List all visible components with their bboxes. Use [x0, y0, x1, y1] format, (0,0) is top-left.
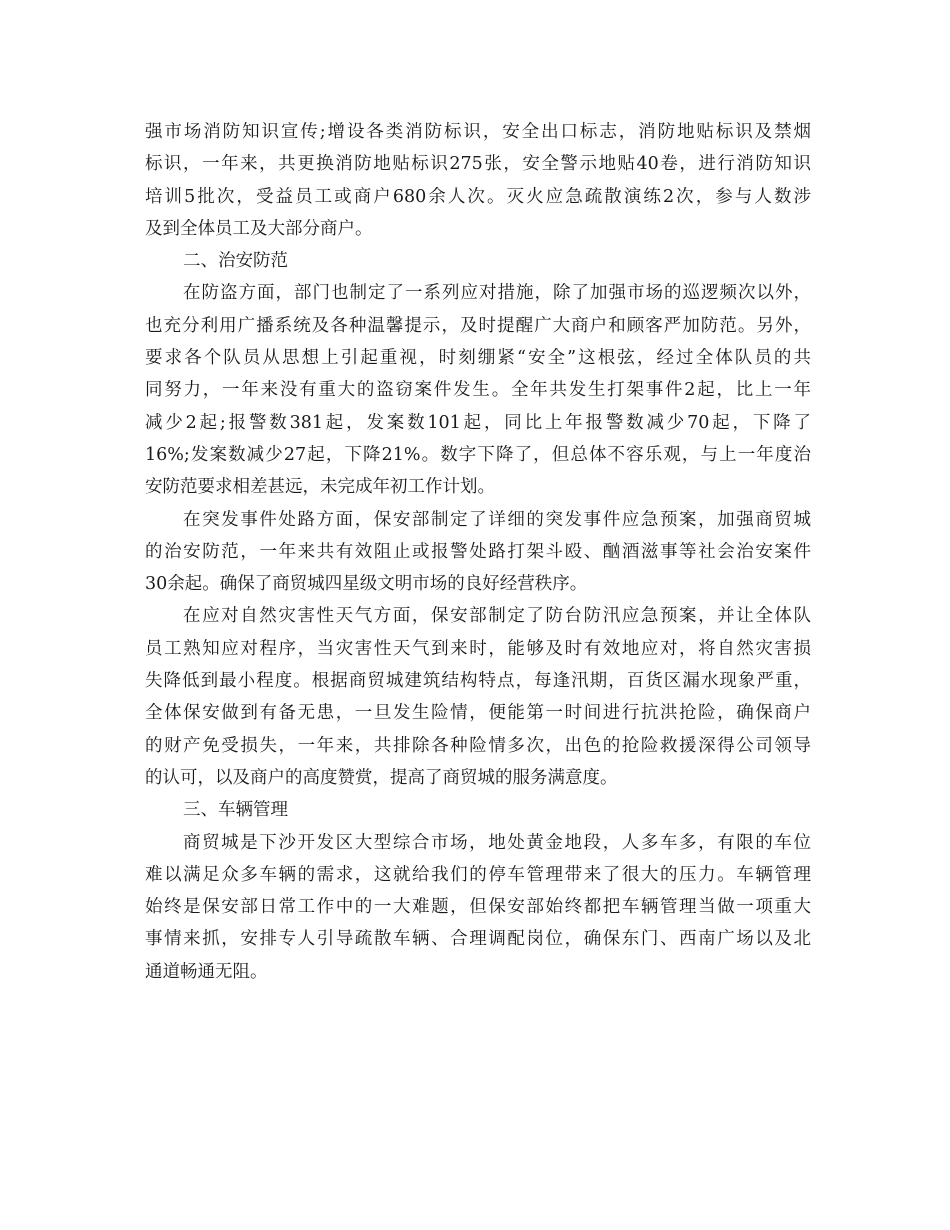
text-line: 全体保安做到有备无患，一旦发生险情，便能第一时间进行抗洪抢险，确保商户	[145, 703, 811, 724]
text-line: 通道畅通无阻。	[145, 961, 268, 982]
text-line: 员工熟知应对程序，当灾害性天气到来时，能够及时有效地应对，将自然灾害损	[145, 638, 811, 659]
text-line: 16%;发案数减少27起，下降21%。数字下降了，但总体不容乐观，与上一年度治	[145, 444, 811, 465]
text-line: 培训5批次，受益员工或商户680余人次。灭火应急疏散演练2次，参与人数涉	[145, 186, 811, 207]
text-line: 减少2起;报警数381起，发案数101起，同比上年报警数减少70起，下降了	[145, 412, 811, 433]
text-line: 安防范要求相差甚远，未完成年初工作计划。	[145, 477, 495, 498]
text-line: 失降低到最小程度。根据商贸城建筑结构特点，每逢汛期，百货区漏水现象严重，	[145, 671, 811, 692]
text-line: 商贸城是下沙开发区大型综合市场，地处黄金地段，人多车多，有限的车位	[183, 832, 811, 853]
text-line: 的治安防范，一年来共有效阻止或报警处路打架斗殴、酗酒滋事等社会治安案件	[145, 541, 811, 562]
text-line: 同努力，一年来没有重大的盗窃案件发生。全年共发生打架事件2起，比上一年	[145, 380, 811, 401]
text-line: 也充分利用广播系统及各种温馨提示，及时提醒广大商户和顾客严加防范。另外，	[145, 315, 811, 336]
text-line: 在应对自然灾害性天气方面，保安部制定了防台防汛应急预案，并让全体队	[183, 606, 811, 627]
text-line: 标识，一年来，共更换消防地贴标识275张，安全警示地贴40卷，进行消防知识	[145, 154, 811, 175]
text-line: 要求各个队员从思想上引起重视，时刻绷紧“安全”这根弦，经过全体队员的共	[145, 348, 811, 369]
text-line: 事情来抓，安排专人引导疏散车辆、合理调配岗位，确保东门、西南广场以及北	[145, 929, 811, 950]
text-line: 在突发事件处路方面，保安部制定了详细的突发事件应急预案，加强商贸城	[183, 509, 811, 530]
section-heading: 二、治安防范	[183, 251, 288, 272]
text-line: 始终是保安部日常工作中的一大难题，但保安部始终都把车辆管理当做一项重大	[145, 897, 811, 918]
text-line: 的财产免受损失，一年来，共排除各种险情多次，出色的抢险救援深得公司领导	[145, 735, 811, 756]
text-line: 30余起。确保了商贸城四星级文明市场的良好经营秩序。	[145, 574, 588, 595]
text-line: 及到全体员工及大部分商户。	[145, 218, 373, 239]
text-line: 在防盗方面，部门也制定了一系列应对措施，除了加强市场的巡逻频次以外，	[183, 283, 811, 304]
text-line: 的认可，以及商户的高度赞赏，提高了商贸城的服务满意度。	[145, 767, 618, 788]
section-heading: 三、车辆管理	[183, 800, 288, 821]
text-line: 强市场消防知识宣传;增设各类消防标识，安全出口标志，消防地贴标识及禁烟	[145, 122, 811, 142]
document-body	[145, 116, 811, 988]
text-line: 难以满足众多车辆的需求，这就给我们的停车管理带来了很大的压力。车辆管理	[145, 864, 811, 885]
